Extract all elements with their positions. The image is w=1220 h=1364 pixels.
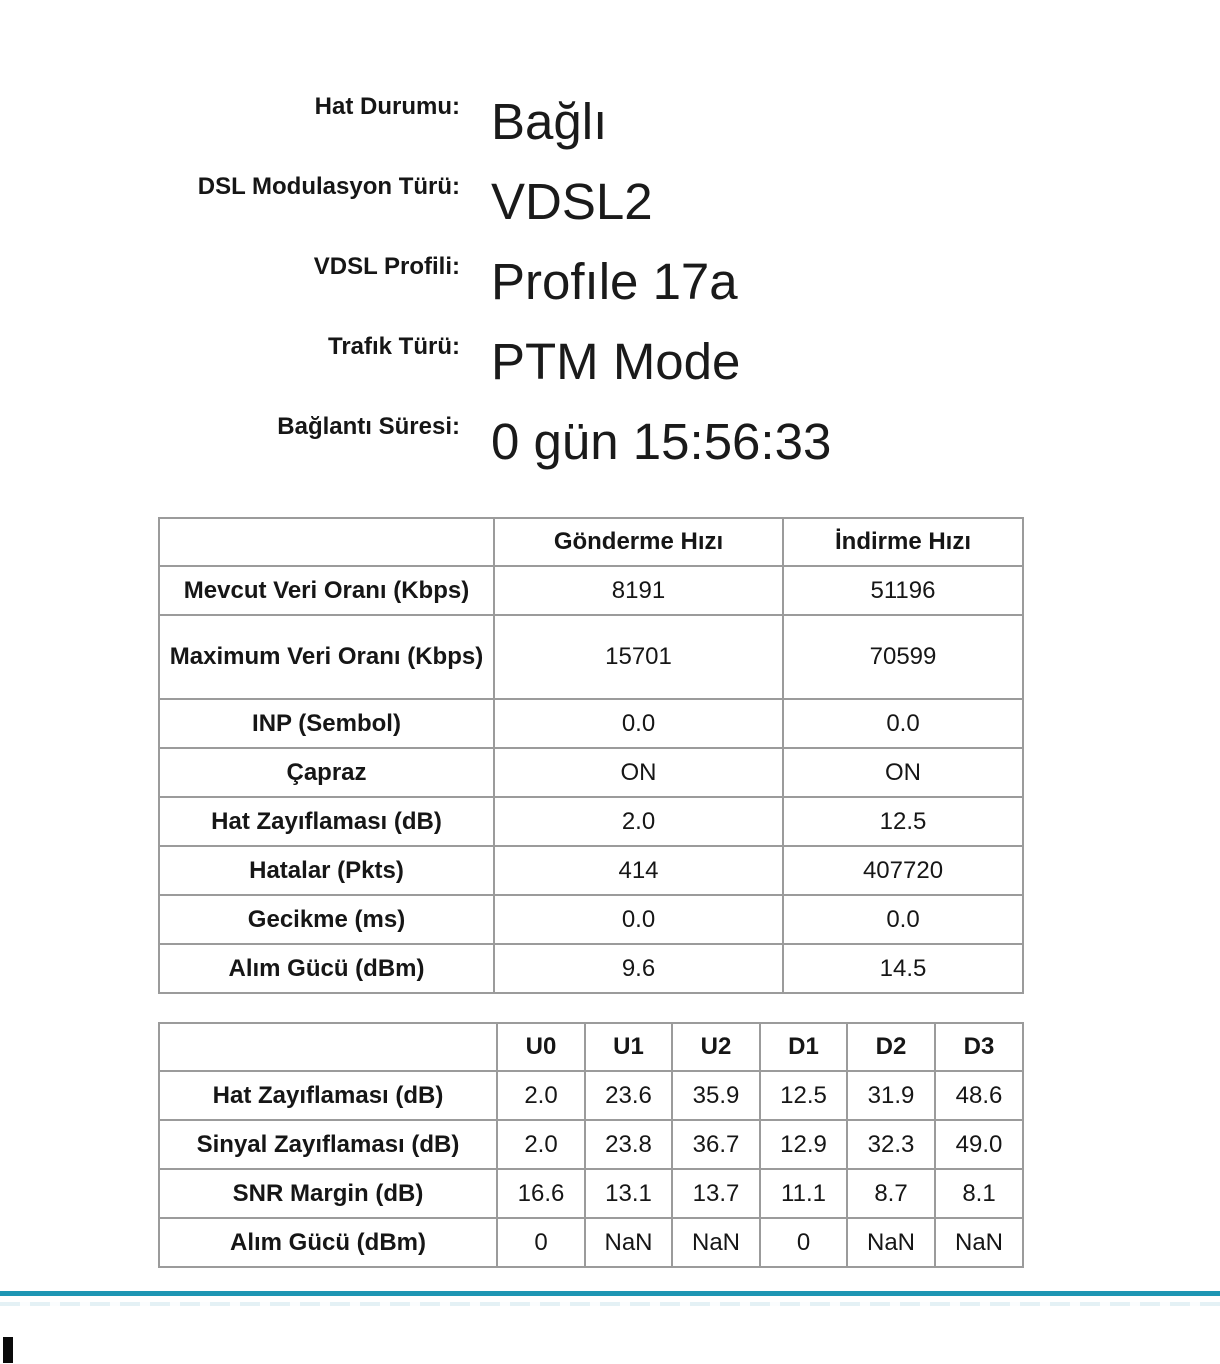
table-cell: 23.6 (585, 1071, 672, 1120)
row-label: INP (Sembol) (159, 699, 494, 748)
traffic-type-value: PTM Mode (491, 333, 741, 390)
uptime-label: Bağlantı Süresi: (277, 413, 460, 440)
table-cell: 16.6 (497, 1169, 585, 1218)
rate-table-header-row (159, 518, 1023, 566)
table-cell: 70599 (783, 615, 1023, 699)
row-label: Maximum Veri Oranı (Kbps) (159, 615, 494, 699)
table-cell: 49.0 (935, 1120, 1023, 1169)
table-cell: NaN (935, 1218, 1023, 1267)
table-cell: 32.3 (847, 1120, 935, 1169)
table-cell: NaN (672, 1218, 760, 1267)
table-cell: 2.0 (497, 1120, 585, 1169)
table-cell: 8.7 (847, 1169, 935, 1218)
table-row (159, 846, 1023, 895)
row-label: Alım Gücü (dBm) (159, 1218, 497, 1267)
table-cell: 11.1 (760, 1169, 847, 1218)
table-cell: 8191 (494, 566, 783, 615)
accent-divider (0, 1291, 1220, 1296)
table-cell: 12.9 (760, 1120, 847, 1169)
row-label: Hatalar (Pkts) (159, 846, 494, 895)
rate-table-corner-cell (159, 518, 494, 566)
status-row-traffic-type (0, 332, 1220, 392)
table-cell: 0.0 (783, 895, 1023, 944)
band-table-header-d3: D3 (935, 1023, 1023, 1071)
band-table-header-row (159, 1023, 1023, 1071)
table-cell: 48.6 (935, 1071, 1023, 1120)
table-row (159, 615, 1023, 699)
band-table (158, 1022, 1024, 1268)
table-row (159, 566, 1023, 615)
row-label: Çapraz (159, 748, 494, 797)
row-label: Hat Zayıflaması (dB) (159, 1071, 497, 1120)
table-row (159, 797, 1023, 846)
table-cell: 9.6 (494, 944, 783, 993)
row-label: Alım Gücü (dBm) (159, 944, 494, 993)
traffic-type-label: Trafık Türü: (327, 333, 460, 360)
table-row (159, 944, 1023, 993)
row-label: Mevcut Veri Oranı (Kbps) (159, 566, 494, 615)
vdsl-profile-label: VDSL Profili: (313, 253, 460, 280)
table-cell: 2.0 (494, 797, 783, 846)
table-cell: 12.5 (783, 797, 1023, 846)
table-cell: 0.0 (494, 699, 783, 748)
table-cell: 0.0 (494, 895, 783, 944)
line-state-value: Bağlı (491, 93, 608, 150)
table-cell: 13.1 (585, 1169, 672, 1218)
table-cell: NaN (585, 1218, 672, 1267)
table-cell: 414 (494, 846, 783, 895)
table-row (159, 1218, 1023, 1267)
table-cell: 12.5 (760, 1071, 847, 1120)
line-state-label: Hat Durumu: (314, 93, 460, 120)
table-cell: 35.9 (672, 1071, 760, 1120)
band-table-header-u2: U2 (672, 1023, 760, 1071)
band-table-header-u1: U1 (585, 1023, 672, 1071)
table-cell: ON (494, 748, 783, 797)
table-cell: 15701 (494, 615, 783, 699)
text-caret-mark (3, 1337, 13, 1363)
row-label: Gecikme (ms) (159, 895, 494, 944)
table-cell: 51196 (783, 566, 1023, 615)
row-label: Hat Zayıflaması (dB) (159, 797, 494, 846)
rate-table-header-download: İndirme Hızı (783, 518, 1023, 566)
table-cell: 23.8 (585, 1120, 672, 1169)
table-cell: 8.1 (935, 1169, 1023, 1218)
table-cell: 0 (760, 1218, 847, 1267)
table-row (159, 1169, 1023, 1218)
band-table-header-d1: D1 (760, 1023, 847, 1071)
table-row (159, 1120, 1023, 1169)
modulation-label: DSL Modulasyon Türü: (197, 173, 460, 200)
rate-table (158, 517, 1024, 994)
row-label: SNR Margin (dB) (159, 1169, 497, 1218)
status-row-vdsl-profile (0, 252, 1220, 312)
faint-dashed-line (0, 1302, 1220, 1306)
table-cell: 407720 (783, 846, 1023, 895)
table-cell: 36.7 (672, 1120, 760, 1169)
row-label: Sinyal Zayıflaması (dB) (159, 1120, 497, 1169)
table-cell: 31.9 (847, 1071, 935, 1120)
vdsl-profile-value: Profıle 17a (491, 253, 738, 310)
table-cell: 13.7 (672, 1169, 760, 1218)
table-row (159, 699, 1023, 748)
status-row-line-state (0, 92, 1220, 152)
rate-table-header-upload: Gönderme Hızı (494, 518, 783, 566)
status-row-modulation (0, 172, 1220, 232)
band-table-header-u0: U0 (497, 1023, 585, 1071)
uptime-value: 0 gün 15:56:33 (491, 413, 832, 470)
table-row (159, 895, 1023, 944)
modulation-value: VDSL2 (491, 173, 653, 230)
band-table-header-d2: D2 (847, 1023, 935, 1071)
table-cell: 0 (497, 1218, 585, 1267)
status-row-uptime (0, 412, 1220, 472)
table-cell: 0.0 (783, 699, 1023, 748)
band-table-corner-cell (159, 1023, 497, 1071)
table-cell: 2.0 (497, 1071, 585, 1120)
table-row (159, 1071, 1023, 1120)
table-cell: ON (783, 748, 1023, 797)
table-cell: NaN (847, 1218, 935, 1267)
table-row (159, 748, 1023, 797)
table-cell: 14.5 (783, 944, 1023, 993)
